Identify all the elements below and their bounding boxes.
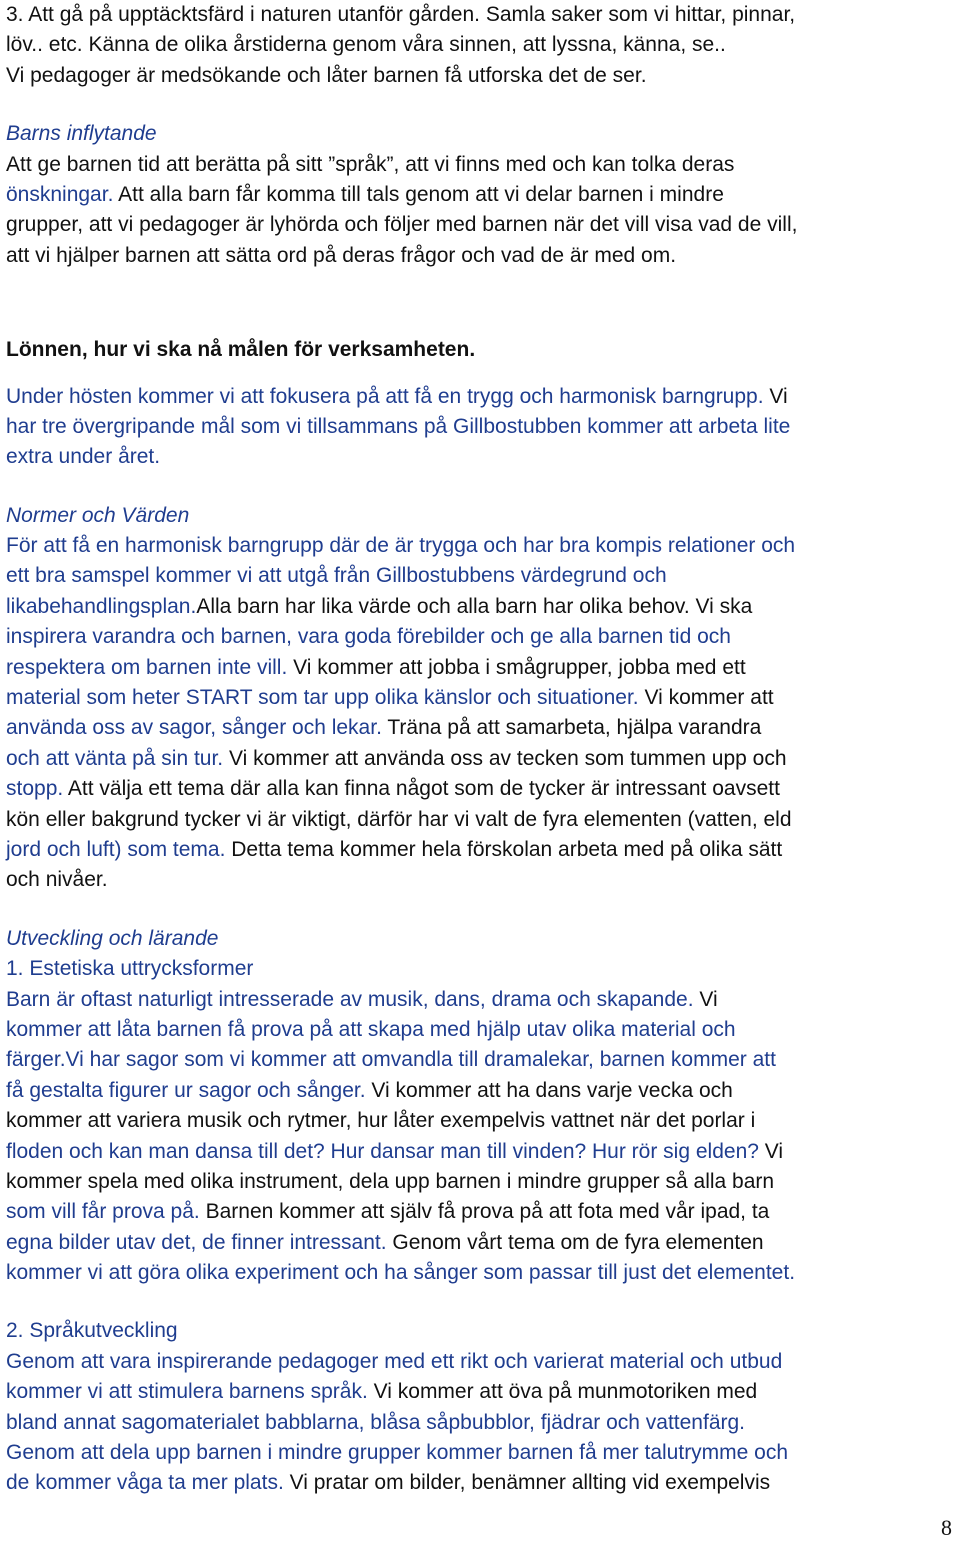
section-heading-lonnen: Lönnen, hur vi ska nå målen för verksamheten. [6, 338, 476, 362]
text-segment: Vi kommer att öva på munmotoriken med [367, 1380, 758, 1404]
text-line [6, 1468, 954, 1498]
text-segment: och att vänta på sin tur. [6, 746, 224, 770]
section-heading-normer: Normer och Värden [6, 503, 190, 527]
text-line: kön eller bakgrund tycker vi är viktigt, därför har vi valt de fyra elementen (vatten, eld [6, 807, 792, 831]
spacer [6, 91, 954, 119]
text-line [6, 985, 954, 1015]
subheading-estetiska: 1. Estetiska uttrycksformer [6, 957, 254, 981]
text-line [6, 653, 954, 683]
text-line: löv.. etc. Känna de olika årstiderna genom våra sinnen, att lyssna, känna, se.. [6, 33, 726, 57]
spacer [6, 366, 954, 382]
subheading-sprakutveckling: 2. Språkutveckling [6, 1319, 178, 1343]
text-line: kommer att låta barnen få prova på att skapa med hjälp utav olika material och [6, 1017, 736, 1041]
text-segment: Vi [758, 1139, 784, 1163]
text-segment: Vi pratar om bilder, benämner allting vid exempelvis [283, 1471, 771, 1495]
text-segment: få gestalta figurer ur sagor och sånger. [6, 1078, 366, 1102]
text-line [6, 180, 954, 210]
text-line [6, 835, 954, 865]
section-heading-utveckling: Utveckling och lärande [6, 926, 219, 950]
text-line [6, 1228, 954, 1258]
text-segment: de kommer våga ta mer plats. [6, 1471, 284, 1495]
text-line: grupper, att vi pedagoger är lyhörda och följer med barnen när det vill visa vad de vill, [6, 213, 798, 237]
text-segment: Vi kommer att [638, 686, 774, 710]
page-number: 8 [941, 1515, 952, 1540]
text-line: inspirera varandra och barnen, vara goda förebilder och ge alla barnen tid och [6, 625, 731, 649]
text-line [6, 1076, 954, 1106]
text-segment: använda oss av sagor, sånger och lekar. [6, 716, 382, 740]
text-segment: Vi har sagor som vi kommer att omvandla till dramalekar, barnen kommer att [65, 1048, 776, 1072]
text-line: kommer att variera musik och rytmer, hur låter exempelvis vattnet när det porlar i [6, 1109, 756, 1133]
text-segment: Vi kommer att använda oss av tecken som tummen upp och [223, 746, 787, 770]
text-segment: Att alla barn får komma till tals genom att vi delar barnen i mindre [113, 182, 724, 206]
spacer [6, 896, 954, 924]
text-segment: Alla barn har lika värde och alla barn har olika behov. [196, 594, 690, 618]
text-line: extra under året. [6, 445, 161, 469]
text-line [6, 744, 954, 774]
text-segment: material som heter START som tar upp olika känslor och situationer. [6, 686, 639, 710]
text-line: Genom att vara inspirerande pedagoger med ett rikt och varierat material och utbud [6, 1349, 783, 1373]
text-line [6, 683, 954, 713]
text-segment: Detta tema kommer hela förskolan arbeta med på olika sätt [225, 837, 783, 861]
text-line [6, 592, 954, 622]
spacer [6, 473, 954, 501]
text-line [6, 1137, 954, 1167]
text-segment: respektera om barnen inte vill. [6, 655, 288, 679]
text-segment: Vi [763, 384, 788, 408]
text-line [6, 1197, 954, 1227]
spacer [6, 271, 954, 335]
text-segment: likabehandlingsplan. [6, 594, 197, 618]
text-line: kommer spela med olika instrument, dela upp barnen i mindre grupper så alla barn [6, 1169, 775, 1193]
text-segment: kommer vi att stimulera barnens språk. [6, 1380, 368, 1404]
text-line [6, 713, 954, 743]
text-segment: Att välja ett tema där alla kan finna något som de tycker är intressant oavsett [63, 777, 780, 801]
spacer [6, 1288, 954, 1316]
text-line: ett bra samspel kommer vi att utgå från Gillbostubbens värdegrund och [6, 564, 667, 588]
text-line: att vi hjälper barnen att sätta ord på deras frågor och vad de är med om. [6, 243, 677, 267]
text-line: kommer vi att göra olika experiment och ha sånger som passar till just det elementet. [6, 1261, 796, 1285]
text-segment: Under hösten kommer vi att fokusera på att få en trygg och harmonisk barngrupp. [6, 384, 764, 408]
document-page [6, 0, 954, 1499]
text-segment: floden och kan man dansa till det? Hur dansar man till vinden? Hur rör sig elden? [6, 1139, 759, 1163]
text-line: 3. Att gå på upptäcktsfärd i naturen utanför gården. Samla saker som vi hittar, pinnar, [6, 3, 796, 26]
text-line: har tre övergripande mål som vi tillsammans på Gillbostubben kommer att arbeta lite [6, 414, 791, 438]
text-line: För att få en harmonisk barngrupp där de är trygga och har bra kompis relationer och [6, 534, 796, 558]
text-segment: Träna på att samarbeta, hjälpa varandra [381, 716, 762, 740]
text-line: Att ge barnen tid att berätta på sitt ”språk”, att vi finns med och kan tolka deras [6, 152, 735, 176]
text-line [6, 1045, 954, 1075]
text-line: Genom att dela upp barnen i mindre grupper kommer barnen få mer talutrymme och [6, 1441, 789, 1465]
text-line: Vi pedagoger är medsökande och låter barnen få utforska det de ser. [6, 63, 647, 87]
section-heading-barns-inflytande: Barns inflytande [6, 122, 157, 146]
text-segment: egna bilder utav det, de finner intressant. [6, 1230, 387, 1254]
text-segment: som vill får prova på. [6, 1200, 200, 1224]
text-segment: Vi [693, 987, 718, 1011]
text-segment: Vi kommer att jobba i smågrupper, jobba med ett [287, 655, 746, 679]
text-line: och nivåer. [6, 868, 108, 892]
text-segment: stopp. [6, 777, 64, 801]
text-line [6, 774, 954, 804]
text-segment: Barn är oftast naturligt intresserade av musik, dans, drama och skapande. [6, 987, 694, 1011]
text-segment: Genom vårt tema om de fyra elementen [386, 1230, 764, 1254]
text-segment: Vi kommer att ha dans varje vecka och [365, 1078, 733, 1102]
text-line: bland annat sagomaterialet babblarna, blåsa såpbubblor, fjädrar och vattenfärg. [6, 1410, 745, 1434]
text-line [6, 382, 954, 412]
text-segment: färger. [6, 1048, 66, 1072]
text-segment: Barnen kommer att själv få prova på att fota med vår ipad, ta [199, 1200, 770, 1224]
text-segment: jord och luft) som tema. [6, 837, 226, 861]
text-segment: önskningar. [6, 182, 114, 206]
text-line [6, 1377, 954, 1407]
text-segment: Vi ska [689, 594, 753, 618]
